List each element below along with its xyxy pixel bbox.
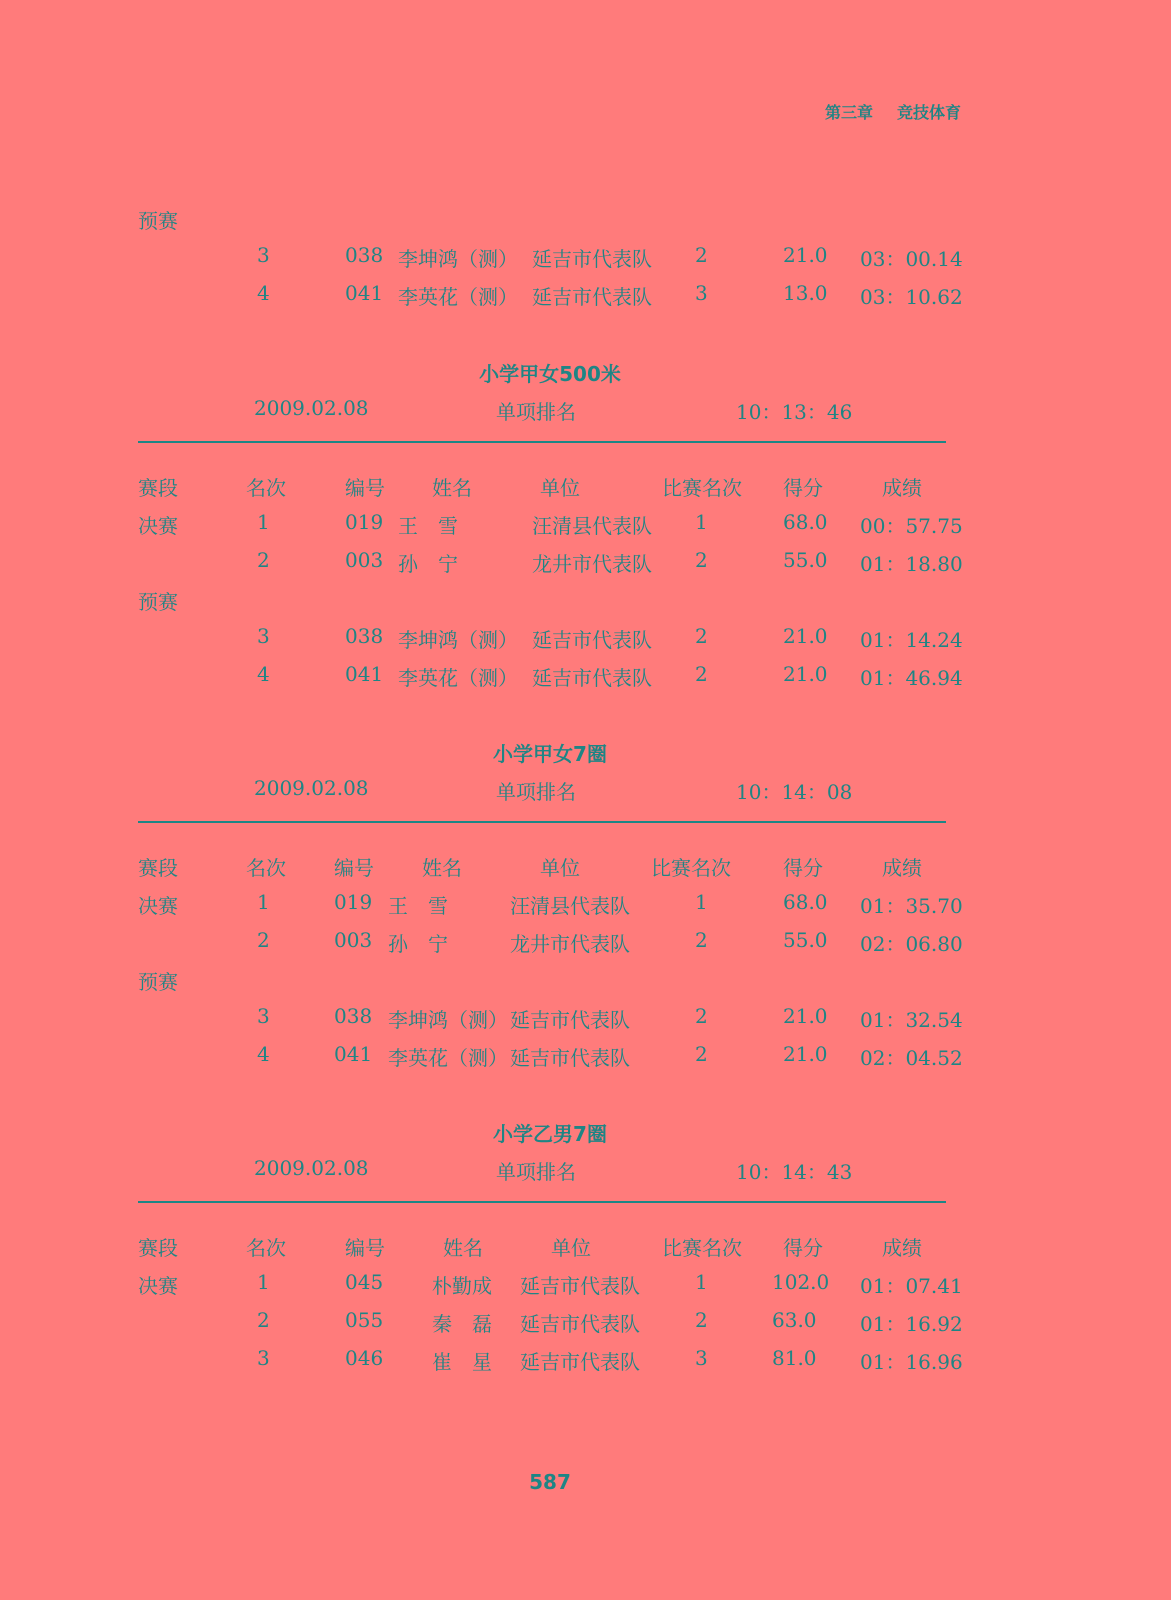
column-header: 得分 (783, 1236, 823, 1260)
column-header: 名次 (246, 476, 286, 500)
name-cell: 李英花（测） (398, 666, 518, 690)
table-row (0, 1004, 1171, 1034)
heat-rank-cell: 3 (695, 1346, 708, 1370)
heat-rank-cell: 2 (695, 928, 708, 952)
column-header: 姓名 (422, 856, 462, 880)
running-header (825, 100, 961, 123)
name-cell: 王 雪 (388, 894, 448, 918)
name-cell: 王 雪 (398, 514, 458, 538)
table-row (0, 586, 1171, 616)
rank-cell: 1 (257, 510, 270, 534)
heat-rank-cell: 1 (695, 510, 708, 534)
number-cell: 038 (345, 624, 384, 648)
table-row (0, 928, 1171, 958)
rank-cell: 3 (257, 1004, 270, 1028)
heat-rank-cell: 2 (695, 624, 708, 648)
rank-cell: 3 (257, 243, 270, 267)
column-header: 编号 (345, 476, 385, 500)
column-header: 成绩 (882, 856, 922, 880)
rank-cell: 4 (257, 1042, 270, 1066)
column-header: 比赛名次 (662, 1236, 742, 1260)
unit-cell: 延吉市代表队 (510, 1046, 630, 1070)
name-cell: 李坤鸿（测） (388, 1008, 508, 1032)
chapter-label: 第三章 (824, 103, 873, 122)
heat-rank-cell: 2 (695, 662, 708, 686)
table-row (0, 243, 1171, 273)
event-clock: 10：13：46 (736, 400, 853, 424)
column-header: 赛段 (138, 856, 178, 880)
column-header: 编号 (345, 1236, 385, 1260)
table-row (0, 624, 1171, 654)
score-cell: 68.0 (783, 510, 828, 534)
unit-cell: 龙井市代表队 (532, 552, 652, 576)
unit-cell: 延吉市代表队 (520, 1312, 640, 1336)
column-header: 得分 (783, 476, 823, 500)
table-header-row (0, 472, 1171, 502)
event-date: 2009.02.08 (254, 776, 369, 800)
divider (138, 441, 946, 443)
score-cell: 21.0 (783, 1042, 828, 1066)
number-cell: 041 (345, 662, 384, 686)
rank-cell: 2 (257, 928, 270, 952)
score-cell: 55.0 (783, 928, 828, 952)
unit-cell: 汪清县代表队 (510, 894, 630, 918)
table-row (0, 1308, 1171, 1338)
table-row (0, 1042, 1171, 1072)
time-cell: 03：00.14 (860, 247, 963, 271)
stage-cell: 预赛 (138, 970, 178, 994)
heat-rank-cell: 2 (695, 548, 708, 572)
score-cell: 21.0 (783, 243, 828, 267)
column-header: 姓名 (443, 1236, 483, 1260)
rank-cell: 3 (257, 1346, 270, 1370)
number-cell: 038 (345, 243, 384, 267)
heat-rank-cell: 3 (695, 281, 708, 305)
name-cell: 李英花（测） (398, 285, 518, 309)
event-title: 小学甲女7圈 (493, 742, 607, 766)
divider (138, 821, 946, 823)
number-cell: 041 (345, 281, 384, 305)
event-title: 小学甲女500米 (479, 362, 621, 386)
event-clock: 10：14：43 (736, 1160, 853, 1184)
score-cell: 21.0 (783, 1004, 828, 1028)
table-row (0, 281, 1171, 311)
name-cell: 崔 星 (432, 1350, 492, 1374)
heat-rank-cell: 2 (695, 1042, 708, 1066)
column-header: 名次 (246, 1236, 286, 1260)
column-header: 比赛名次 (662, 476, 742, 500)
time-cell: 00：57.75 (860, 514, 963, 538)
number-cell: 003 (345, 548, 384, 572)
rank-cell: 1 (257, 890, 270, 914)
score-cell: 63.0 (772, 1308, 817, 1332)
heat-rank-cell: 2 (695, 243, 708, 267)
number-cell: 046 (345, 1346, 384, 1370)
time-cell: 01：16.92 (860, 1312, 963, 1336)
column-header: 得分 (783, 856, 823, 880)
column-header: 单位 (540, 856, 580, 880)
unit-cell: 延吉市代表队 (520, 1274, 640, 1298)
stage-cell: 决赛 (138, 1274, 178, 1298)
unit-cell: 延吉市代表队 (532, 628, 652, 652)
number-cell: 041 (334, 1042, 373, 1066)
unit-cell: 延吉市代表队 (520, 1350, 640, 1374)
table-row (0, 1346, 1171, 1376)
name-cell: 李英花（测） (388, 1046, 508, 1070)
stage-cell: 预赛 (138, 590, 178, 614)
rank-cell: 1 (257, 1270, 270, 1294)
number-cell: 055 (345, 1308, 384, 1332)
unit-cell: 龙井市代表队 (510, 932, 630, 956)
unit-cell: 延吉市代表队 (510, 1008, 630, 1032)
number-cell: 019 (345, 510, 384, 534)
table-row (0, 548, 1171, 578)
stage-cell: 决赛 (138, 514, 178, 538)
section-label: 竞技体育 (896, 103, 961, 122)
time-cell: 02：06.80 (860, 932, 963, 956)
column-header: 单位 (551, 1236, 591, 1260)
table-row (0, 1270, 1171, 1300)
name-cell: 朴勤成 (432, 1274, 492, 1298)
unit-cell: 延吉市代表队 (532, 666, 652, 690)
number-cell: 045 (345, 1270, 384, 1294)
column-header: 赛段 (138, 476, 178, 500)
page-number: 587 (529, 1470, 571, 1494)
unit-cell: 汪清县代表队 (532, 514, 652, 538)
time-cell: 01：14.24 (860, 628, 963, 652)
name-cell: 李坤鸿（测） (398, 628, 518, 652)
number-cell: 003 (334, 928, 373, 952)
table-header-row (0, 1232, 1171, 1262)
event-label: 单项排名 (496, 780, 576, 804)
column-header: 编号 (334, 856, 374, 880)
table-row (0, 890, 1171, 920)
table-row (0, 966, 1171, 996)
heat-rank-cell: 1 (695, 890, 708, 914)
name-cell: 孙 宁 (388, 932, 448, 956)
column-header: 成绩 (882, 1236, 922, 1260)
time-cell: 01：46.94 (860, 666, 963, 690)
score-cell: 21.0 (783, 624, 828, 648)
score-cell: 102.0 (772, 1270, 830, 1294)
number-cell: 038 (334, 1004, 373, 1028)
time-cell: 02：04.52 (860, 1046, 963, 1070)
table-row (0, 510, 1171, 540)
event-clock: 10：14：08 (736, 780, 853, 804)
rank-cell: 4 (257, 662, 270, 686)
name-cell: 孙 宁 (398, 552, 458, 576)
column-header: 名次 (246, 856, 286, 880)
time-cell: 01：07.41 (860, 1274, 963, 1298)
heat-rank-cell: 1 (695, 1270, 708, 1294)
event-date: 2009.02.08 (254, 396, 369, 420)
event-label: 单项排名 (496, 400, 576, 424)
table-row (0, 662, 1171, 692)
name-cell: 李坤鸿（测） (398, 247, 518, 271)
event-label: 单项排名 (496, 1160, 576, 1184)
score-cell: 55.0 (783, 548, 828, 572)
time-cell: 01：35.70 (860, 894, 963, 918)
column-header: 成绩 (882, 476, 922, 500)
time-cell: 01：32.54 (860, 1008, 963, 1032)
heat-rank-cell: 2 (695, 1308, 708, 1332)
rank-cell: 3 (257, 624, 270, 648)
event-title: 小学乙男7圈 (493, 1122, 607, 1146)
event-date: 2009.02.08 (254, 1156, 369, 1180)
score-cell: 13.0 (783, 281, 828, 305)
column-header: 单位 (540, 476, 580, 500)
rank-cell: 2 (257, 548, 270, 572)
time-cell: 01：18.80 (860, 552, 963, 576)
heat-rank-cell: 2 (695, 1004, 708, 1028)
rank-cell: 4 (257, 281, 270, 305)
unit-cell: 延吉市代表队 (532, 247, 652, 271)
stage-cell: 决赛 (138, 894, 178, 918)
column-header: 比赛名次 (651, 856, 731, 880)
score-cell: 21.0 (783, 662, 828, 686)
rank-cell: 2 (257, 1308, 270, 1332)
table-header-row (0, 852, 1171, 882)
time-cell: 03：10.62 (860, 285, 963, 309)
score-cell: 81.0 (772, 1346, 817, 1370)
name-cell: 秦 磊 (432, 1312, 492, 1336)
unit-cell: 延吉市代表队 (532, 285, 652, 309)
number-cell: 019 (334, 890, 373, 914)
column-header: 赛段 (138, 1236, 178, 1260)
divider (138, 1201, 946, 1203)
time-cell: 01：16.96 (860, 1350, 963, 1374)
column-header: 姓名 (432, 476, 472, 500)
score-cell: 68.0 (783, 890, 828, 914)
